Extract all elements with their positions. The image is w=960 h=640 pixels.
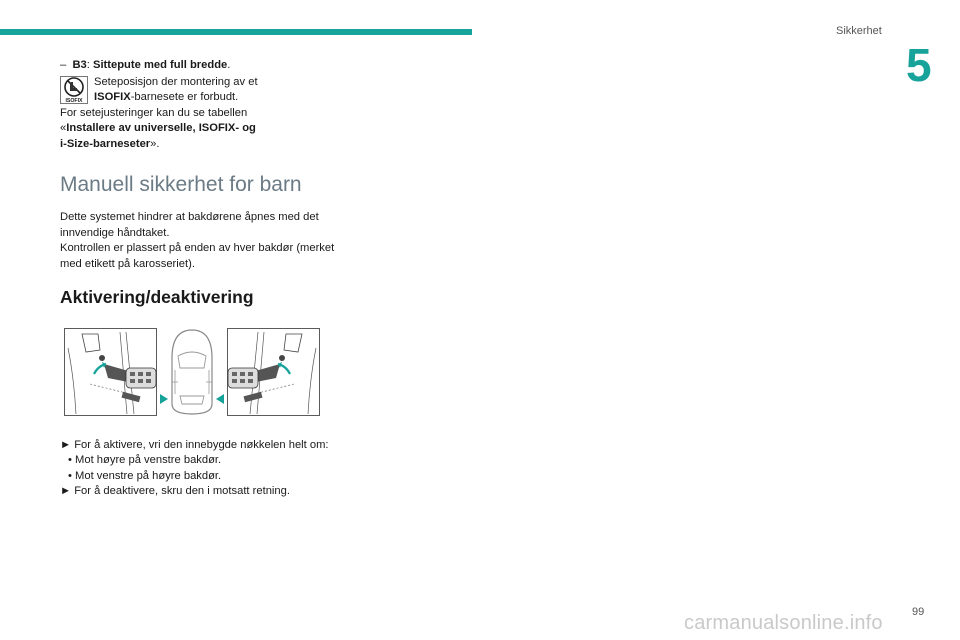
- quote-close: ».: [150, 137, 160, 150]
- page-number: 99: [912, 606, 925, 618]
- isofix-icon-label: ISOFIX: [65, 97, 83, 104]
- isofix-bold: ISOFIX: [94, 91, 131, 103]
- deactivate-text: For å deaktivere, skru den i motsatt retning.: [74, 485, 290, 497]
- b3-line: [60, 58, 335, 74]
- period: .: [227, 59, 231, 71]
- arrow-icon: ►: [60, 438, 72, 451]
- b3-code: B3: [72, 59, 87, 71]
- left-door-diagram: [65, 329, 169, 416]
- seat-reference: [60, 106, 335, 153]
- car-top-view: [172, 330, 212, 414]
- heading-activation: Aktivering/deaktivering: [60, 287, 254, 307]
- right-door-diagram: [216, 329, 320, 416]
- separator: :: [86, 59, 93, 71]
- b3-title: Sittepute med full bredde: [92, 59, 228, 71]
- child-lock-illustration: [64, 328, 320, 416]
- section-title: Sikkerhet: [836, 25, 882, 37]
- intro-paragraph-1: Dette systemet hindrer at bakdørene åpnes med det innvendige håndtaket.: [60, 211, 319, 239]
- activate-text: For å aktivere, vri den innebygde nøkkelen helt om:: [74, 438, 329, 451]
- chapter-number: 5: [906, 39, 932, 91]
- seat-ref-bold2: i-Size-barneseter: [60, 137, 151, 150]
- isofix-rest: -barnesete er forbudt.: [130, 91, 239, 103]
- isofix-warning: [60, 75, 335, 106]
- deactivate-instruction: [60, 484, 335, 500]
- content-column: [60, 58, 335, 500]
- header-accent-bar: [0, 29, 472, 35]
- activate-instruction: [60, 438, 335, 454]
- watermark: carmanualsonline.info: [684, 612, 883, 634]
- isofix-line1: Seteposisjon der montering av et: [94, 75, 258, 88]
- quote-open: «: [60, 122, 67, 134]
- heading-child-safety: Manuell sikkerhet for barn: [60, 173, 302, 196]
- isofix-prohibited-icon: [60, 76, 88, 104]
- direction-list: [60, 453, 335, 484]
- list-item: • Mot venstre på høyre bakdør.: [68, 469, 335, 485]
- intro-paragraph-2: Kontrollen er plassert på enden av hver bakdør (merket med etikett på karosseriet).: [60, 242, 335, 270]
- arrow-icon: ►: [60, 485, 72, 497]
- list-item: • Mot høyre på venstre bakdør.: [68, 453, 335, 469]
- dash: –: [60, 59, 67, 71]
- seat-ref-bold1: Installere av universelle, ISOFIX- og: [66, 122, 256, 134]
- isofix-text: [94, 75, 258, 106]
- seat-ref-line1: For setejusteringer kan du se tabellen: [60, 106, 248, 119]
